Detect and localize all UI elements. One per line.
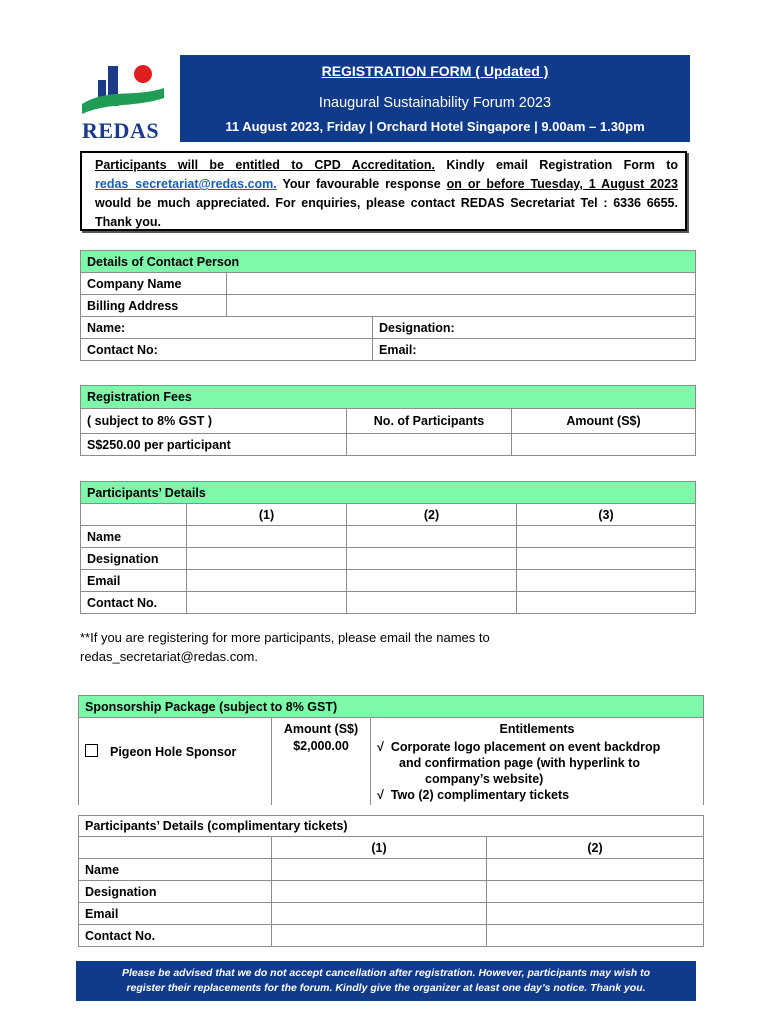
comp-row-contact: Contact No. — [79, 925, 272, 947]
secretariat-email-link[interactable]: redas_secretariat@redas.com. — [95, 177, 277, 191]
name-field[interactable] — [81, 317, 373, 339]
entitlements-label: Entitlements — [371, 718, 704, 740]
participant-1-designation[interactable] — [187, 548, 347, 570]
event-title: Inaugural Sustainability Forum 2023 — [318, 95, 552, 111]
participant-2-designation[interactable] — [347, 548, 517, 570]
participant-1-name[interactable] — [187, 526, 347, 548]
comp-row-designation: Designation — [79, 881, 272, 903]
sponsor-package-cell[interactable] — [79, 718, 272, 806]
comp-2-contact[interactable] — [487, 925, 704, 947]
sponsorship-header: Sponsorship Package (subject to 8% GST) — [79, 696, 704, 718]
name-label: Name: — [87, 320, 126, 335]
footer-line-1: Please be advised that we do not accept cancellation after registration. However, participants may wish to — [121, 967, 651, 979]
participant-3-name[interactable] — [517, 526, 696, 548]
entitlement-1-text: Corporate logo placement on event backdrop — [390, 740, 661, 754]
sponsor-price: $2,000.00 — [272, 739, 371, 805]
checkbox-icon[interactable] — [85, 744, 98, 757]
participant-col-2: (2) — [347, 504, 517, 526]
participant-2-email[interactable] — [347, 570, 517, 592]
amount-label: Amount (S$) — [512, 409, 696, 434]
comp-2-name[interactable] — [487, 859, 704, 881]
designation-field[interactable] — [373, 317, 696, 339]
comp-row-name: Name — [79, 859, 272, 881]
entitlement-2-text: Two (2) complimentary tickets — [390, 788, 570, 802]
notice-text-3: would be much appreciated. For enquiries, please contact REDAS Secretariat Tel : 6336 6655. Thank you. — [95, 196, 678, 229]
participant-1-email[interactable] — [187, 570, 347, 592]
sponsor-amount-label: Amount (S$) — [272, 718, 371, 740]
price-label: S$250.00 per participant — [81, 434, 347, 456]
gst-label: ( subject to 8% GST ) — [81, 409, 347, 434]
notice-box — [80, 151, 687, 231]
comp-corner — [79, 837, 272, 859]
header-banner — [180, 55, 690, 142]
designation-label: Designation: — [379, 320, 455, 335]
comp-col-2: (2) — [487, 837, 704, 859]
fees-header: Registration Fees — [81, 386, 696, 409]
participants-count-field[interactable] — [347, 434, 512, 456]
more-participants-note: **If you are registering for more participants, please email the names to redas_secretariat@redas.com. — [80, 630, 490, 664]
comp-col-1: (1) — [272, 837, 487, 859]
participant-1-contact[interactable] — [187, 592, 347, 614]
participants-table — [80, 481, 696, 614]
notice-text-2: Your favourable response — [276, 177, 447, 191]
check-icon: √ — [377, 740, 384, 754]
comp-1-designation[interactable] — [272, 881, 487, 903]
participants-corner — [81, 504, 187, 526]
company-field[interactable] — [227, 273, 696, 295]
form-title: REGISTRATION FORM ( Updated ) — [321, 63, 549, 79]
email-label: Email: — [379, 342, 417, 357]
notice-text-1: Kindly email Registration Form to — [435, 158, 679, 172]
company-label: Company Name — [81, 273, 227, 295]
comp-2-email[interactable] — [487, 903, 704, 925]
contact-no-label: Contact No: — [87, 342, 158, 357]
participant-2-contact[interactable] — [347, 592, 517, 614]
comp-participants-table — [78, 815, 704, 947]
participant-col-3: (3) — [517, 504, 696, 526]
cancellation-footer — [76, 961, 696, 1001]
participants-header: Participants’ Details — [81, 482, 696, 504]
participant-2-name[interactable] — [347, 526, 517, 548]
fees-table — [80, 385, 696, 456]
participant-3-designation[interactable] — [517, 548, 696, 570]
row-label-contact: Contact No. — [81, 592, 187, 614]
row-label-name: Name — [81, 526, 187, 548]
participant-3-contact[interactable] — [517, 592, 696, 614]
contact-table — [80, 250, 696, 361]
comp-row-email: Email — [79, 903, 272, 925]
package-label: Pigeon Hole Sponsor — [110, 745, 237, 759]
comp-1-name[interactable] — [272, 859, 487, 881]
row-label-email: Email — [81, 570, 187, 592]
deadline-text: on or before Tuesday, 1 August 2023 — [446, 177, 678, 191]
event-details: 11 August 2023, Friday | Orchard Hotel Singapore | 9.00am – 1.30pm — [225, 119, 645, 134]
check-icon: √ — [377, 788, 384, 802]
comp-1-email[interactable] — [272, 903, 487, 925]
participant-3-email[interactable] — [517, 570, 696, 592]
logo-text: REDAS — [82, 118, 160, 143]
sponsorship-table — [78, 695, 704, 805]
billing-label: Billing Address — [81, 295, 227, 317]
comp-1-contact[interactable] — [272, 925, 487, 947]
email-field[interactable] — [373, 339, 696, 361]
billing-field[interactable] — [227, 295, 696, 317]
participant-col-1: (1) — [187, 504, 347, 526]
entitlement-1 — [377, 739, 697, 755]
comp-2-designation[interactable] — [487, 881, 704, 903]
row-label-designation: Designation — [81, 548, 187, 570]
comp-header: Participants’ Details (complimentary tickets) — [79, 816, 704, 837]
contact-no-field[interactable] — [81, 339, 373, 361]
entitlement-1-line3: company’s website) — [425, 772, 544, 786]
cpd-text: Participants will be entitled to CPD Accreditation. — [95, 158, 436, 172]
entitlement-2 — [377, 787, 697, 803]
footer-line-2: register their replacements for the forum. Kindly give the organizer at least one day’s notice. Thank you. — [126, 982, 646, 994]
entitlements-list — [371, 739, 704, 805]
entitlement-1-line2: and confirmation page (with hyperlink to — [399, 756, 640, 770]
contact-header: Details of Contact Person — [81, 251, 696, 273]
participants-count-label: No. of Participants — [347, 409, 512, 434]
amount-field[interactable] — [512, 434, 696, 456]
